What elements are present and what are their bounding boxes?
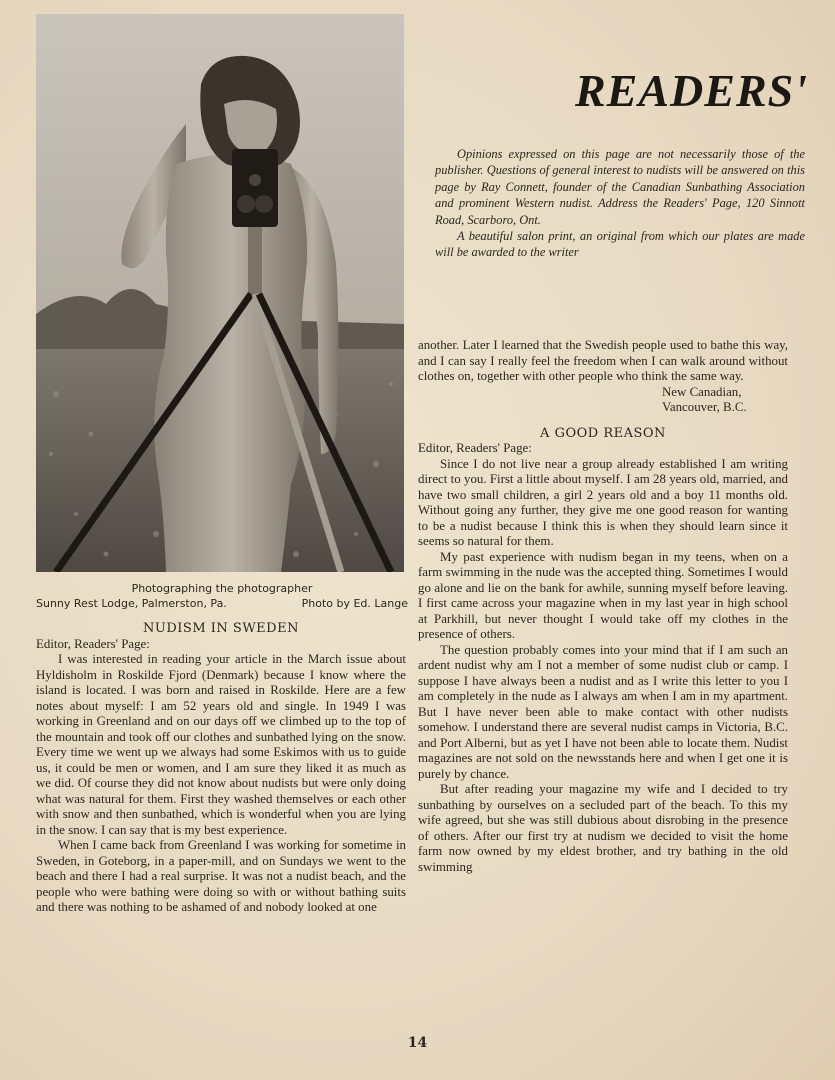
page-number: 14 <box>407 1035 428 1051</box>
letter-paragraph: When I came back from Greenland I was working for sometime in Sweden, in Goteborg, in a paper-mill, and on Sundays we went to the beach and there I had a real surprise. It was not a nudist beach, and the people who were bathing were doing so with or without bathing suits and there was nothing to be ashamed of and nobody looked at one <box>36 838 406 914</box>
letter-heading: A GOOD REASON <box>540 425 666 441</box>
intro-paragraph: Opinions expressed on this page are not necessarily those of the publisher. Questions of general interest to nudists will be answered on this page by Ray Connett, founder of the Canadian Sunbathing Association and prominent Western nudist. Address the Readers' Page, 120 Sinnott Road, Scarboro, Ont. <box>435 147 805 227</box>
signature-place: Vancouver, B.C. <box>662 400 747 414</box>
photo-illustration <box>36 14 404 572</box>
letter-paragraph: But after reading your magazine my wife and I decided to try sunbathing by ourselves on a secluded part of the beach. To this my wife agreed, but she was still dubious about disrobing in the presence of others. After our first try at nudism we decided to visit the home farm now owned by my eldest brother, and try bathing in the old swimming <box>418 782 788 874</box>
left-column <box>36 621 406 916</box>
caption-place: Sunny Rest Lodge, Palmerston, Pa. <box>36 597 227 610</box>
caption-credit: Photo by Ed. Lange <box>301 597 408 610</box>
photo-caption <box>36 581 408 611</box>
letter-signature <box>418 385 788 416</box>
letter-salutation: Editor, Readers' Page: <box>418 441 532 455</box>
letter-heading: NUDISM IN SWEDEN <box>143 621 299 636</box>
letter-continuation: another. Later I learned that the Swedish people used to bathe this way, and I can say I really feel the freedom when I can walk around without clothes on, together with other people who think the same way. <box>418 338 788 383</box>
letter-paragraph: The question probably comes into your mind that if I am such an ardent nudist why am I not a member of some nudist club or camp. I suppose I have always been a nudist and as I write this letter to you I am completely in the nude as I always am when I am in my apartment. But I have never been able to make contact with other nudists somehow. I understand there are several nudist camps in Victoria, B.C. and Port Alberni, but as yet I have not been able to locate them. Nudist magazines are not sold on the newsstands here and when I get one it is purely by chance. <box>418 642 788 781</box>
letter-paragraph: I was interested in reading your article in the March issue about Hyldisholm in Roskilde Fjord (Denmark) because I know where the island is located. I was born and raised in Roskilde. Here are a few notes about myself: I am 52 years old and single. In 1949 I was working in Greenland and on our days off we climbed up to the top of the mountain and took off our clothes and sunbathed lying on the snow. Every time we went up we always had some Eskimos with us to guide us, it could be men or women, and I am sure they liked it as much as we did. Of course they did not know about nudists but were only doing what was natural for them. First they washed themselves or each other with snow and then sunbathed, which is wonderful when you are lying in the snow. I can say that is my best experience. <box>36 652 406 837</box>
intro-paragraph: A beautiful salon print, an original from which our plates are made will be awarded to the writer <box>435 229 805 260</box>
right-column <box>418 338 788 875</box>
photograph <box>36 14 404 572</box>
caption-title: Photographing the photographer <box>131 582 313 595</box>
page-title: READERS' <box>575 65 808 116</box>
intro-note <box>435 146 805 261</box>
letter-salutation: Editor, Readers' Page: <box>36 636 150 651</box>
signature-name: New Canadian, <box>662 384 742 399</box>
letter-paragraph: My past experience with nudism began in my teens, when on a farm swimming in the nude was the accepted thing. Sometimes I would go alone and lie on the bank for awhile, sunning myself before leaving. I first came across your magazine when in my last year in high school at Parkhill, but never thought I would take off my clothes in the presence of others. <box>418 549 788 641</box>
letter-paragraph: Since I do not live near a group already established I am writing direct to you. First a little about myself. I am 28 years old, married, and have two small children, a girl 2 years old and a boy 11 months old. Without going any further, they give me one good reason for wanting to be a nudist because I think this is when they should learn since it seems so natural for them. <box>418 456 788 548</box>
